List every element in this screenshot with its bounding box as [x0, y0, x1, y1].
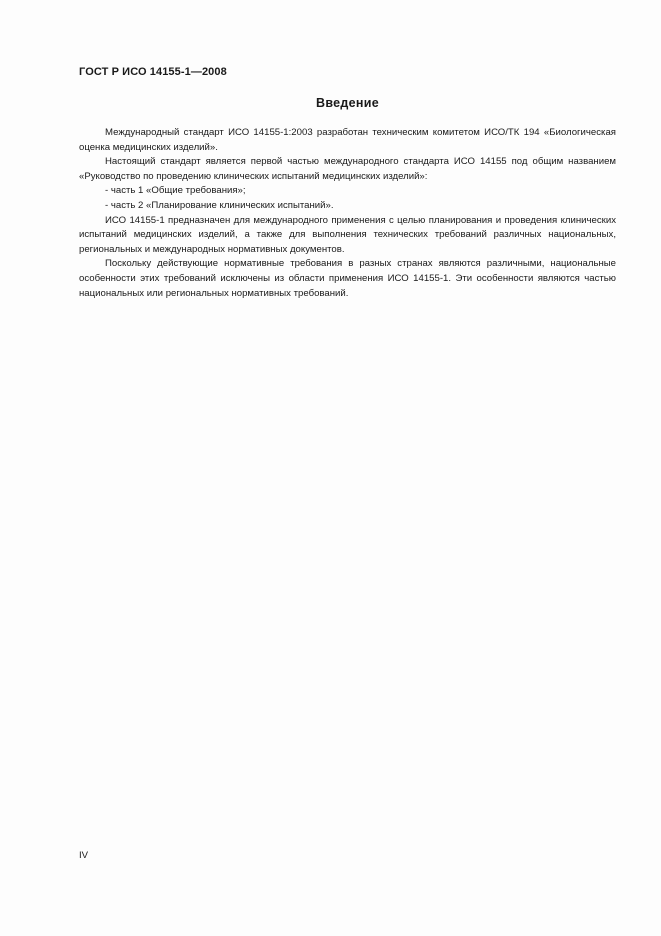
paragraph-2: Настоящий стандарт является первой частью международного стандарта ИСО 14155 под общим названием «Руководство по проведению клинических испытаний медицинских изделий»:	[79, 156, 616, 182]
list-item-part-1: - часть 1 «Общие требования»;	[105, 185, 246, 197]
list-item-part-2: - часть 2 «Планирование клинических испытаний».	[105, 199, 334, 211]
paragraph-3: ИСО 14155-1 предназначен для международного применения с целью планирования и проведения клинических испытаний медицинских изделий, а также для выполнения технических требований различных национальных, региональных и международных нормативных документов.	[79, 214, 616, 255]
standard-header: ГОСТ Р ИСО 14155-1—2008	[79, 66, 227, 78]
section-title: Введение	[316, 96, 379, 110]
section-body	[79, 126, 616, 301]
page-number: IV	[79, 850, 89, 861]
paragraph-1: Международный стандарт ИСО 14155-1:2003 разработан техническим комитетом ИСО/ТК 194 «Биологическая оценка медицинских изделий».	[79, 127, 616, 153]
paragraph-4: Поскольку действующие нормативные требования в разных странах являются различными, национальные особенности этих требований исключены из области применения ИСО 14155-1. Эти особенности являются частью национальных или региональных нормативных требований.	[79, 258, 616, 299]
